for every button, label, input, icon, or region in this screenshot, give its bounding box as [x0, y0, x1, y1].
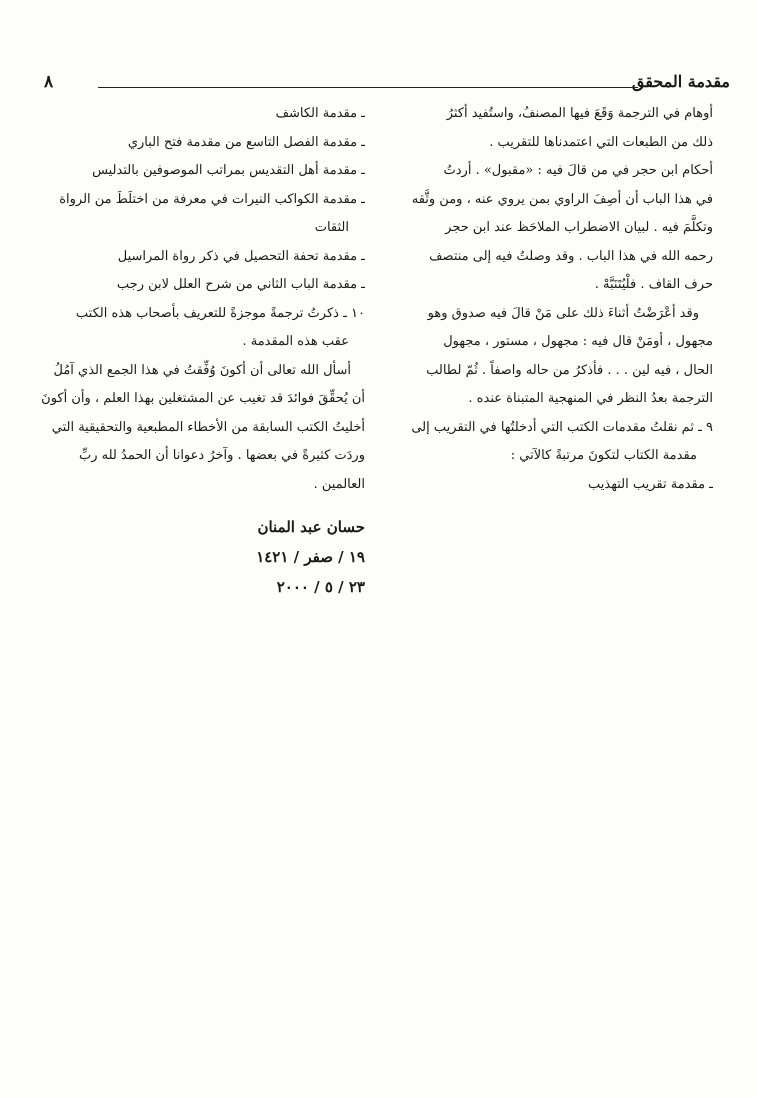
- text-line: مقدمة الكتاب لتكونَ مرتبةً كالآتي :: [510, 448, 697, 463]
- text-line: أخليتُ الكتب السابقة من الأخطاء المطبعية والتحقيقية التي: [51, 419, 365, 435]
- text-line: ذلك من الطبعات التي اعتمدناها للتقريب .: [489, 134, 713, 150]
- text-line: العالمين .: [313, 476, 365, 492]
- hijri-date: ١٩ / صفر / ١٤٢١: [256, 548, 365, 566]
- list-item: ـ مقدمة الكاشف: [275, 106, 365, 121]
- text-line: أحكام ابن حجر في من قالَ فيه : «مقبول» . أردتُ: [443, 163, 713, 178]
- gregorian-date: ٢٣ / ٥ / ٢٠٠٠: [276, 578, 365, 596]
- signature-block: [35, 512, 365, 602]
- numbered-item-line: ١٠ ـ ذكرتُ ترجمةً موجزةً للتعريف بأصحاب هذه الكتب: [75, 305, 365, 321]
- right-column: [383, 100, 713, 499]
- list-item: ـ مقدمة الفصل التاسع من مقدمة فتح الباري: [127, 134, 365, 150]
- text-line: رحمه الله في هذا الباب . وقد وصلتُ فيه إلى منتصف: [429, 248, 713, 264]
- page-number: ٨: [44, 72, 54, 92]
- page-header: [40, 68, 730, 98]
- text-line: وتكلَّمَ فيه . لبيان الاضطراب الملاحَظ عند ابن حجر: [445, 220, 713, 235]
- text-line: حرف القاف . فلْيُتَنَبَّهْ .: [594, 277, 713, 292]
- text-line: وردَت كثيرةً في بعضها . وآخرُ دعوانا أن الحمدُ لله ربِّ: [79, 448, 365, 463]
- list-item: ـ مقدمة أهل التقديس بمراتب الموصوفين بالتدليس: [92, 163, 365, 178]
- list-item: ـ مقدمة الباب الثاني من شرح العلل لابن رجب: [116, 277, 365, 292]
- author-name: حسان عبد المنان: [257, 518, 365, 536]
- text-line: في هذا الباب أن أصِفَ الراوي بمن يروي عنه ، ومن وثَّقه: [411, 191, 713, 207]
- list-item: ـ مقدمة تحفة التحصيل في ذكر رواة المراسيل: [117, 248, 365, 264]
- text-line: أن يُحقِّقَ فوائدَ قد تغيب عن المشتغلين بهذا العلم ، وأن أكونَ: [41, 391, 365, 406]
- text-line: الترجمة بعدُ النظر في المنهجية المتبناة عنده .: [468, 391, 713, 406]
- text-line: عقب هذه المقدمة .: [242, 334, 349, 349]
- numbered-item-line: ٩ ـ ثم نقلتُ مقدمات الكتب التي أدخلتُها في التقريب إلى: [411, 419, 713, 435]
- text-line: الثقات: [314, 220, 349, 235]
- list-item: ـ مقدمة الكواكب النيرات في معرفة من اختلَطَ من الرواة: [59, 191, 365, 207]
- text-line: وقد أعْرَضْتُ أثناءَ ذلك على مَنْ قالَ فيه صدوق وهو: [427, 305, 699, 321]
- list-item: ـ مقدمة تقريب التهذيب: [588, 476, 713, 492]
- text-line: مجهول ، أومَنْ قال فيه : مجهول ، مستور ، مجهول: [443, 334, 713, 349]
- text-line: أسأل الله تعالى أن أكونَ وُفِّقتُ في هذا الجمع الذي آمُلُ: [53, 362, 351, 378]
- text-line: أوهام في الترجمة وَقَعَ فيها المصنفُ، واستُفيد أكثرُ: [446, 106, 713, 121]
- running-title: مقدمة المحقق: [631, 72, 730, 91]
- header-rule: [98, 87, 638, 88]
- left-column: [35, 100, 365, 499]
- text-line: الحال ، فيه لين . . . فأذكرُ من حاله واصفاً . ثُمّ لطالب: [426, 362, 713, 378]
